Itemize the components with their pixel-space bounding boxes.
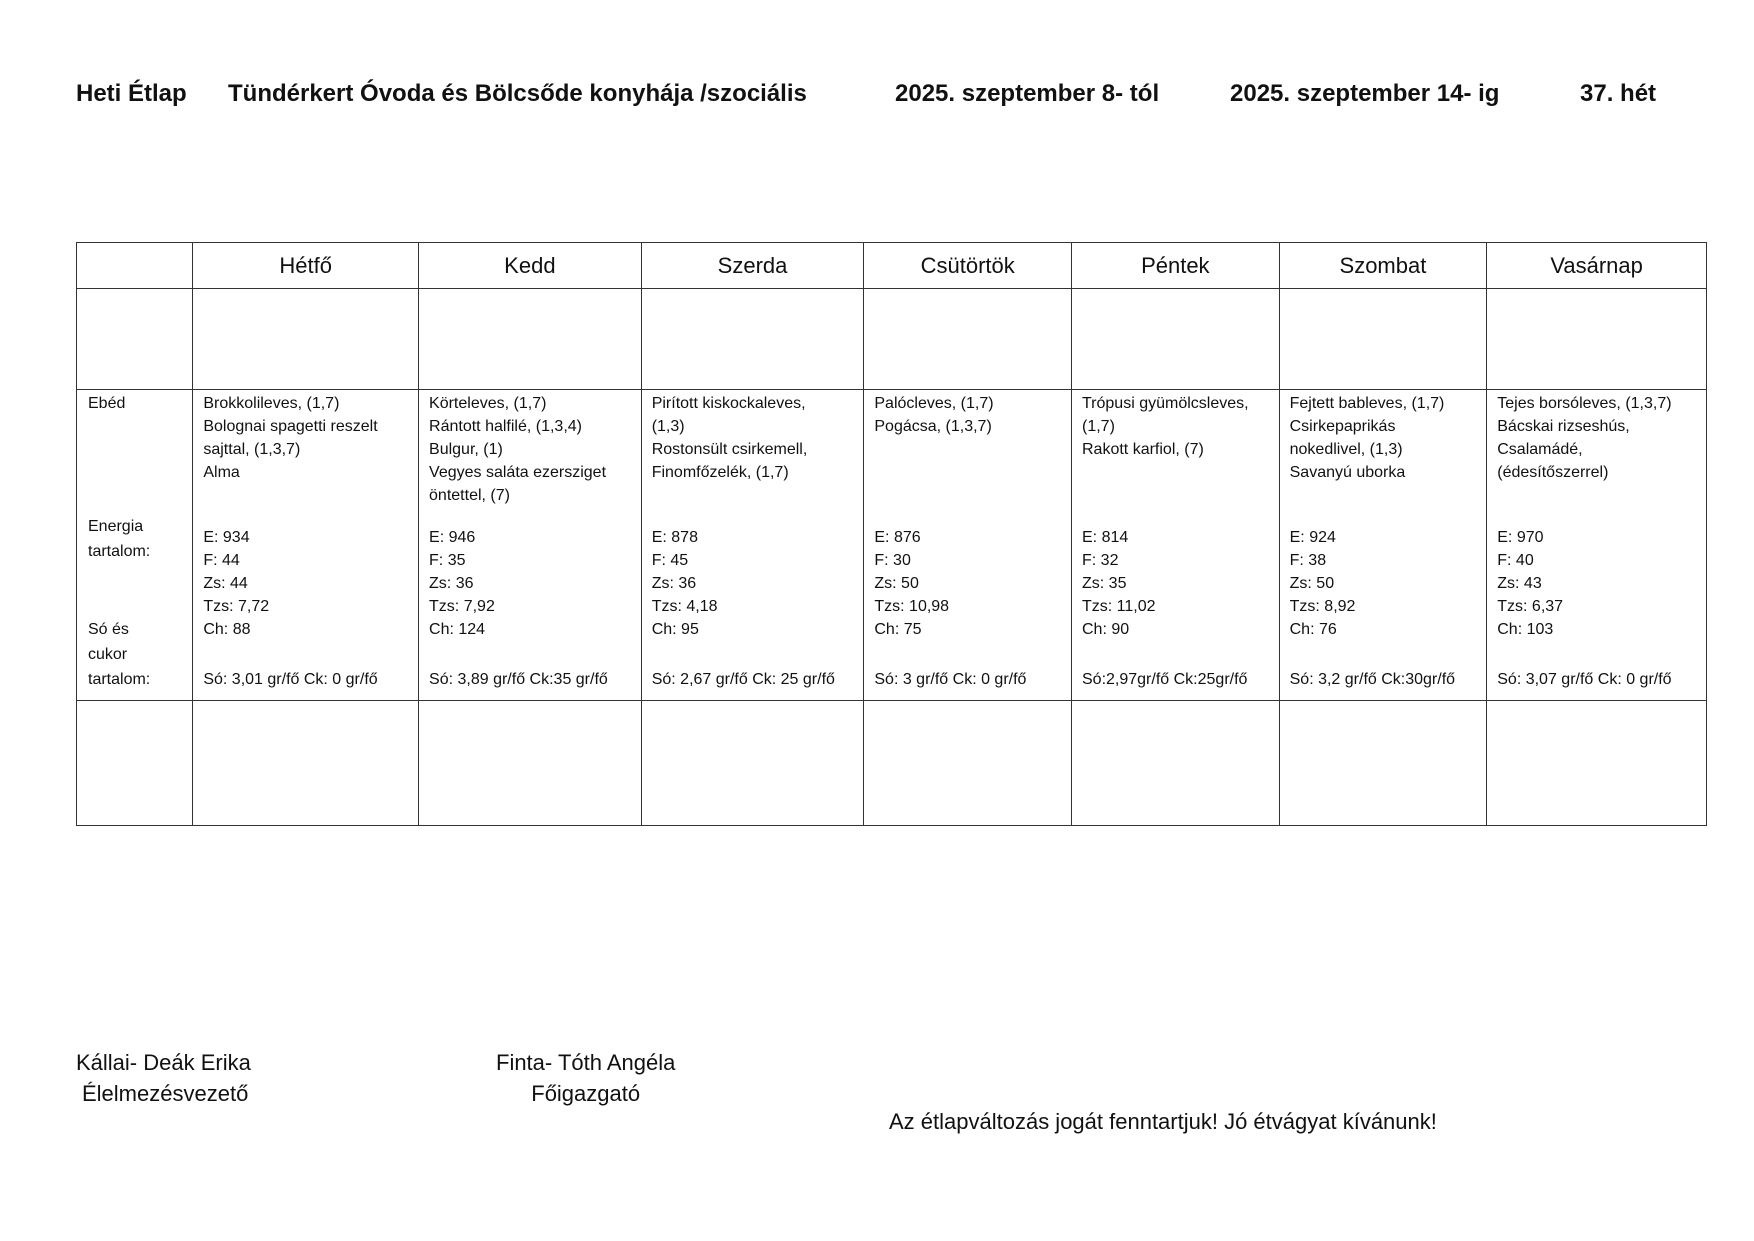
empty-row (77, 701, 1707, 826)
nutrition-tzs: Tzs: 7,92 (429, 598, 495, 615)
salt-sugar-content: Só: 3,01 gr/fő Ck: 0 gr/fő (203, 671, 378, 688)
nutrition-values (1082, 526, 1269, 641)
food-item: (1,7) (1082, 418, 1115, 435)
nutrition-e: E: 946 (429, 529, 476, 546)
nutrition-e: E: 878 (651, 529, 698, 546)
salt-sugar-content: Só: 3,2 gr/fő Ck:30gr/fő (1289, 671, 1456, 688)
food-item: sajttal, (1,3,7) (203, 441, 301, 458)
weekly-menu-table (76, 242, 1707, 826)
day-cell (641, 390, 864, 701)
food-item: Pogácsa, (1,3,7) (874, 418, 992, 435)
footer-note: Az étlapváltozás jogát fenntartjuk! Jó étvágyat kívánunk! (889, 1109, 1437, 1134)
nutrition-tzs: Tzs: 8,92 (1289, 598, 1356, 615)
nutrition-e: E: 924 (1289, 529, 1336, 546)
nutrition-tzs: Tzs: 6,37 (1497, 598, 1564, 615)
food-item: Csalamádé, (1497, 441, 1583, 458)
nutrition-zs: Zs: 36 (429, 575, 474, 592)
nutrition-values (1290, 526, 1477, 641)
nutrition-values (203, 526, 408, 641)
day-cell (1487, 390, 1707, 701)
salt-sugar-content: Só: 2,67 gr/fő Ck: 25 gr/fő (651, 671, 835, 688)
nutrition-zs: Zs: 44 (203, 575, 248, 592)
day-cell (419, 390, 642, 701)
food-list (874, 392, 1061, 526)
food-item: Csirkepaprikás (1289, 418, 1396, 435)
salt-sugar-content: Só: 3,07 gr/fő Ck: 0 gr/fő (1497, 671, 1672, 688)
nutrition-values (652, 526, 854, 641)
salt-sugar-content: Só: 3 gr/fő Ck: 0 gr/fő (874, 671, 1027, 688)
nutrition-ch: Ch: 103 (1497, 621, 1554, 638)
food-item: Savanyú uborka (1289, 464, 1406, 481)
nutrition-f: F: 45 (651, 552, 689, 569)
lunch-label: Ebéd (88, 395, 126, 412)
day-header: Szerda (641, 243, 864, 289)
nutrition-values (874, 526, 1061, 641)
nutrition-f: F: 38 (1289, 552, 1327, 569)
food-item: Trópusi gyümölcsleves, (1082, 395, 1249, 412)
food-list (1497, 392, 1696, 526)
week-number: 37. hét (1580, 80, 1657, 107)
lunch-row (77, 390, 1707, 701)
day-header-row (77, 243, 1707, 289)
day-header: Csütörtök (864, 243, 1072, 289)
nutrition-e: E: 970 (1497, 529, 1544, 546)
food-item: Palócleves, (1,7) (874, 395, 994, 412)
nutrition-values (1497, 526, 1696, 641)
food-item: Alma (203, 464, 240, 481)
energy-label: Energia (88, 518, 144, 535)
kitchen-name: Tündérkert Óvoda és Bölcsőde konyhája /szociális (228, 80, 807, 107)
food-list (203, 392, 408, 526)
nutrition-ch: Ch: 76 (1289, 621, 1337, 638)
salt-sugar-content: Só:2,97gr/fő Ck:25gr/fő (1082, 671, 1248, 688)
food-list (429, 392, 631, 526)
nutrition-e: E: 814 (1082, 529, 1129, 546)
nutrition-ch: Ch: 90 (1082, 621, 1130, 638)
food-item: Rakott karfiol, (7) (1082, 441, 1204, 458)
food-item: Tejes borsóleves, (1,3,7) (1497, 395, 1672, 412)
food-item: (édesítőszerrel) (1497, 464, 1609, 481)
nutrition-tzs: Tzs: 4,18 (651, 598, 718, 615)
nutrition-zs: Zs: 35 (1082, 575, 1127, 592)
salt-label: Só és (88, 621, 129, 638)
page-header (76, 80, 1676, 112)
salt-label: tartalom: (88, 671, 151, 688)
food-item: Finomfőzelék, (1,7) (651, 464, 789, 481)
signer-name: Kállai- Deák Erika (76, 1050, 251, 1075)
food-item: Pirított kiskockaleves, (651, 395, 806, 412)
food-item: Bolognai spagetti reszelt (203, 418, 378, 435)
food-item: Körteleves, (1,7) (429, 395, 547, 412)
day-cell (864, 390, 1072, 701)
day-cell (193, 390, 419, 701)
food-list (652, 392, 854, 526)
nutrition-ch: Ch: 124 (429, 621, 486, 638)
food-item: (1,3) (651, 418, 685, 435)
food-item: nokedlivel, (1,3) (1289, 441, 1403, 458)
signer-name: Finta- Tóth Angéla (496, 1050, 676, 1075)
signature-left (76, 1047, 251, 1109)
food-item: Fejtett bableves, (1,7) (1289, 395, 1445, 412)
nutrition-tzs: Tzs: 11,02 (1082, 598, 1156, 615)
nutrition-zs: Zs: 36 (651, 575, 697, 592)
nutrition-tzs: Tzs: 7,72 (203, 598, 270, 615)
food-item: Vegyes saláta ezersziget (429, 464, 607, 481)
nutrition-f: F: 32 (1082, 552, 1119, 569)
nutrition-zs: Zs: 50 (1289, 575, 1335, 592)
day-header: Kedd (419, 243, 642, 289)
energy-label: tartalom: (88, 543, 151, 560)
salt-sugar-content: Só: 3,89 gr/fő Ck:35 gr/fő (429, 671, 608, 688)
nutrition-f: F: 35 (429, 552, 466, 569)
food-item: öntettel, (7) (429, 487, 510, 504)
signature-right (496, 1047, 675, 1109)
signer-role: Főigazgató (531, 1081, 641, 1106)
nutrition-ch: Ch: 95 (651, 621, 699, 638)
date-to: 2025. szeptember 14- ig (1230, 80, 1500, 107)
day-header: Szombat (1279, 243, 1487, 289)
food-item: Brokkolileves, (1,7) (203, 395, 340, 412)
food-list (1290, 392, 1477, 526)
day-header: Hétfő (193, 243, 419, 289)
day-header: Vasárnap (1487, 243, 1707, 289)
row-labels (77, 390, 193, 701)
nutrition-f: F: 40 (1497, 552, 1534, 569)
food-list (1082, 392, 1269, 526)
nutrition-e: E: 934 (203, 529, 250, 546)
nutrition-tzs: Tzs: 10,98 (874, 598, 950, 615)
nutrition-zs: Zs: 50 (874, 575, 919, 592)
food-item: Rántott halfilé, (1,3,4) (429, 418, 582, 435)
menu-title: Heti Étlap (76, 80, 187, 107)
salt-label: cukor (88, 646, 128, 663)
nutrition-values (429, 526, 631, 641)
nutrition-e: E: 876 (874, 529, 921, 546)
nutrition-f: F: 44 (203, 552, 240, 569)
food-item: Rostonsült csirkemell, (651, 441, 808, 458)
day-cell (1072, 390, 1280, 701)
nutrition-zs: Zs: 43 (1497, 575, 1542, 592)
nutrition-f: F: 30 (874, 552, 911, 569)
day-cell (1279, 390, 1487, 701)
date-from: 2025. szeptember 8- tól (895, 80, 1160, 107)
nutrition-ch: Ch: 75 (874, 621, 922, 638)
corner-cell (77, 243, 193, 289)
nutrition-ch: Ch: 88 (203, 621, 251, 638)
signer-role: Élelmezésvezető (82, 1081, 249, 1106)
food-item: Bácskai rizseshús, (1497, 418, 1630, 435)
day-header: Péntek (1072, 243, 1280, 289)
empty-row (77, 289, 1707, 390)
food-item: Bulgur, (1) (429, 441, 503, 458)
